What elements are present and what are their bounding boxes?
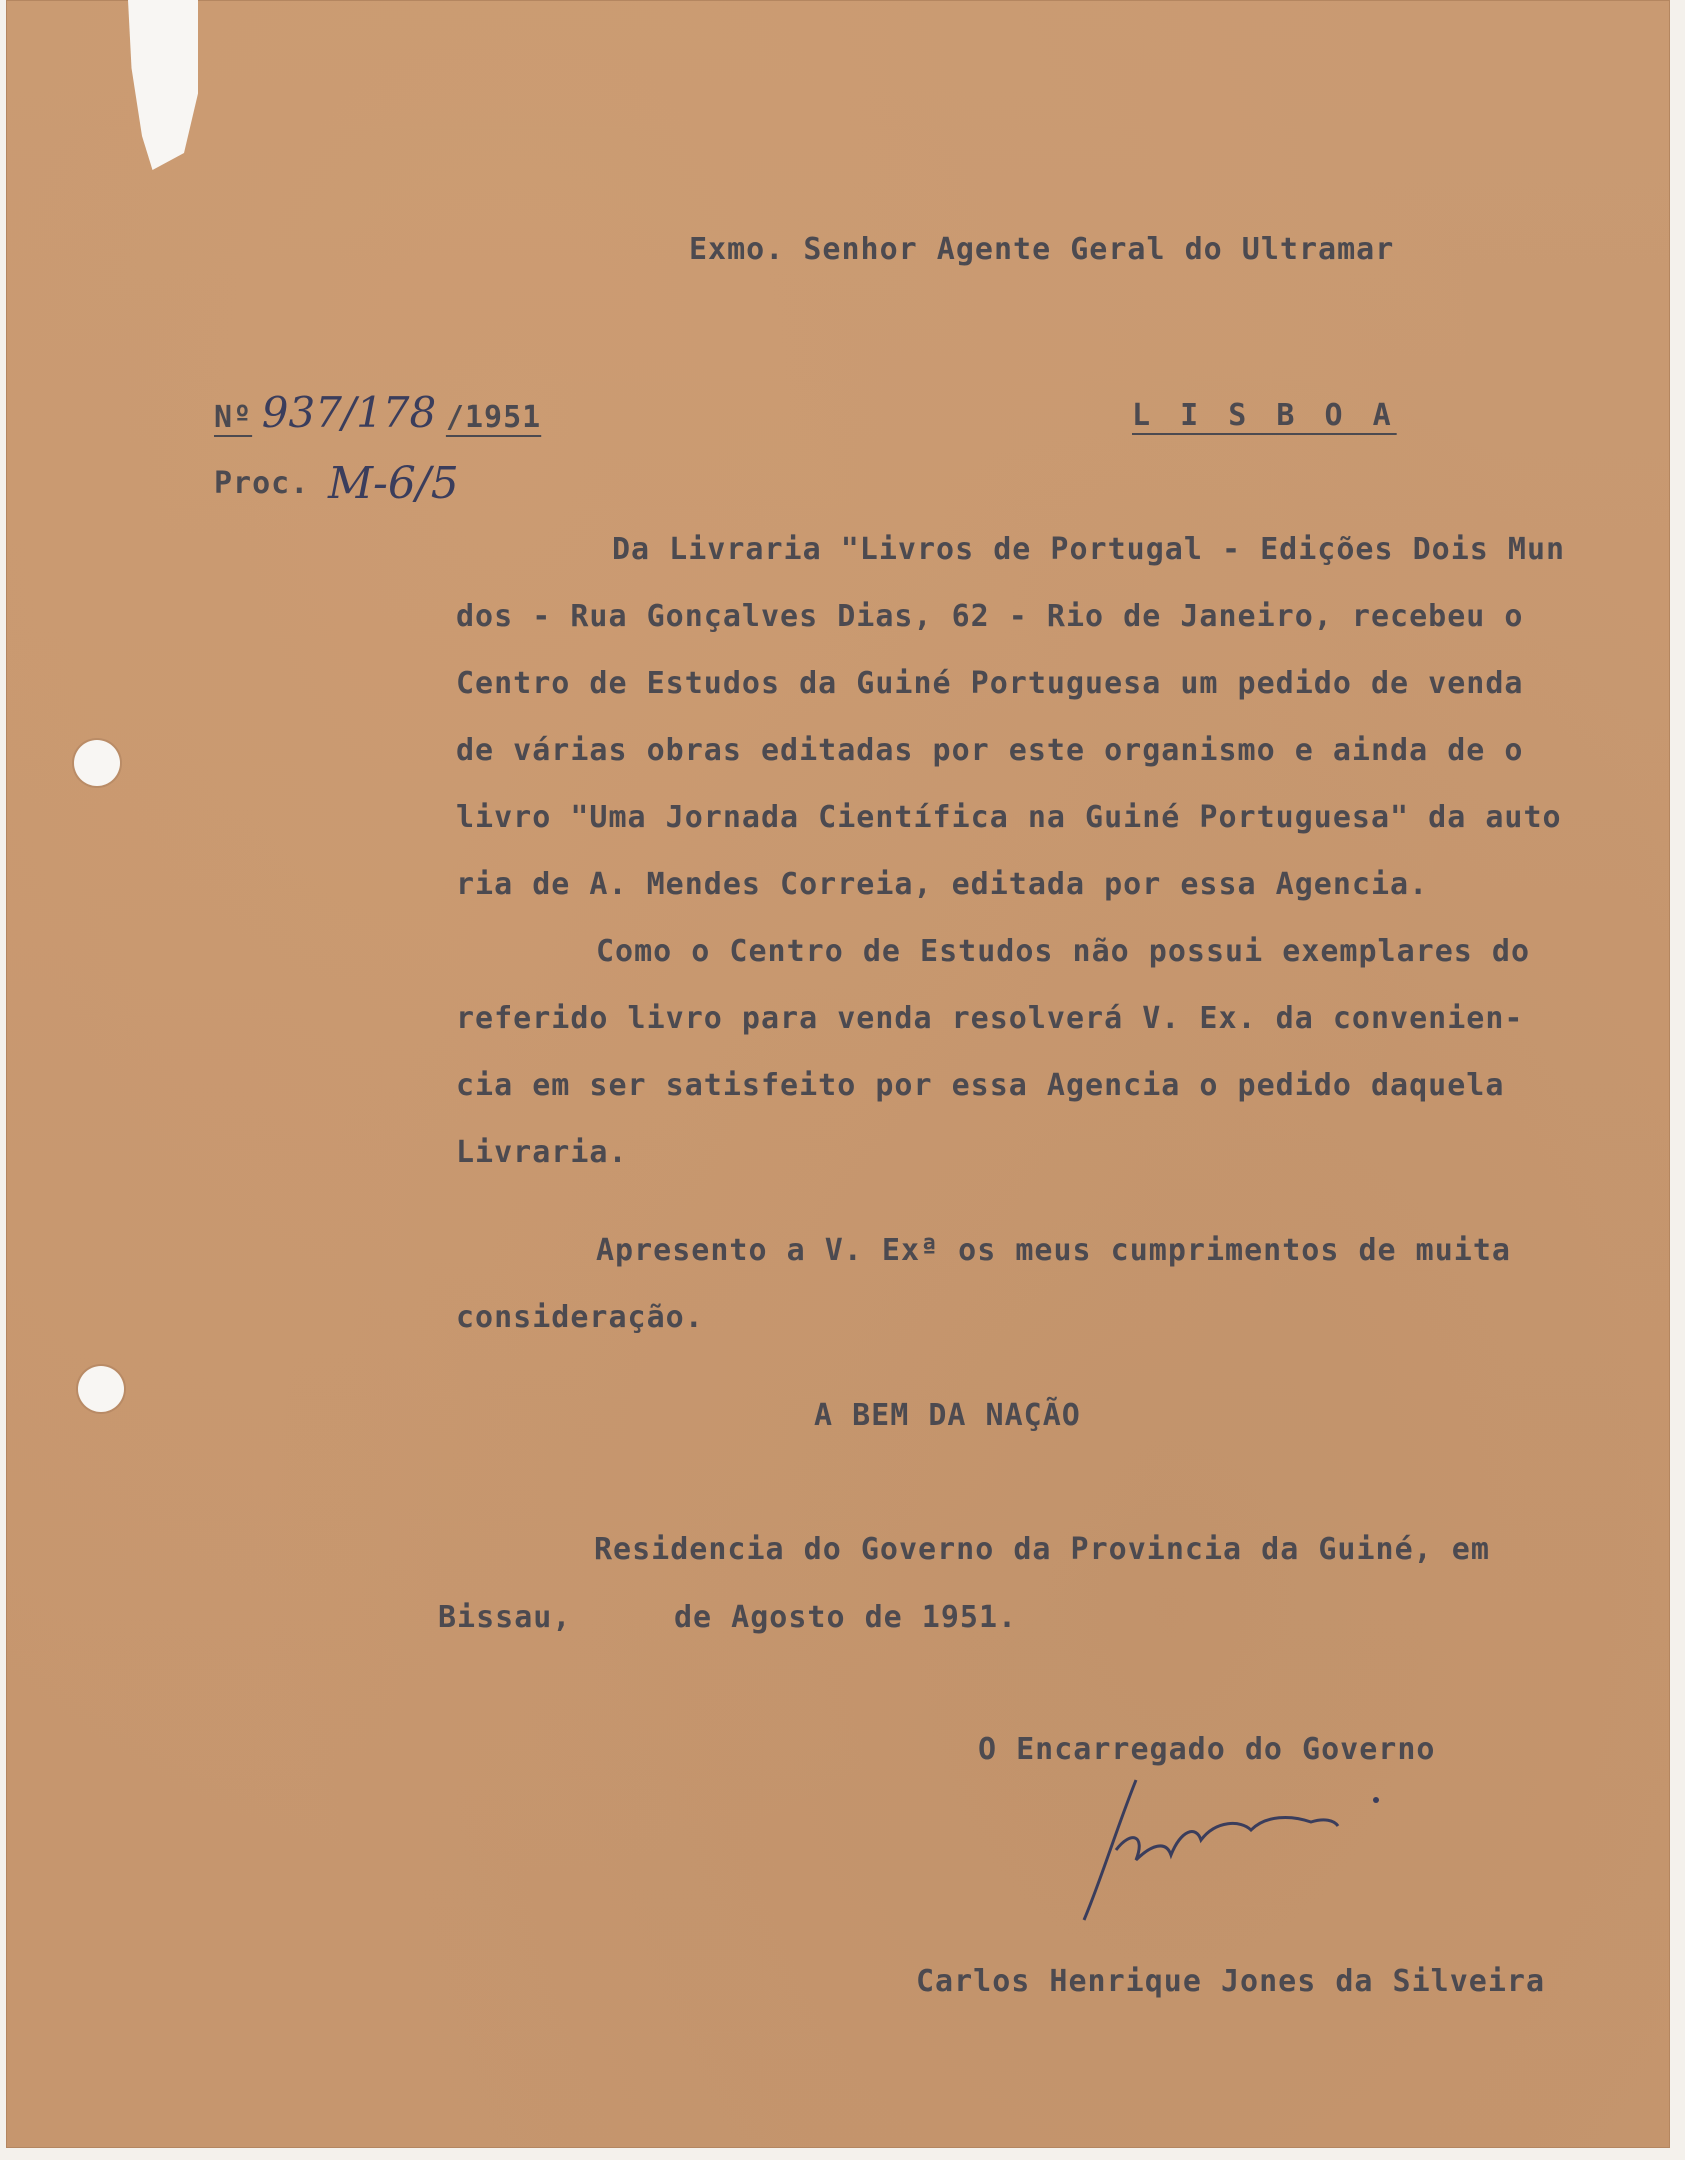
- addressee: Exmo. Senhor Agente Geral do Ultramar: [689, 232, 1395, 267]
- body-line: Apresento a V. Exª os meus cumprimentos de muita: [596, 1233, 1511, 1268]
- place-date: de Agosto de 1951.: [674, 1600, 1018, 1635]
- proc-handwritten: M-6/5: [328, 458, 459, 509]
- body-line: livro "Uma Jornada Científica na Guiné Portuguesa" da auto: [456, 800, 1562, 835]
- torn-corner: [128, 0, 198, 170]
- body-line: ria de A. Mendes Correia, editada por essa Agencia.: [456, 867, 1429, 902]
- punch-hole-top: [74, 740, 120, 786]
- closing-motto: A BEM DA NAÇÃO: [814, 1398, 1081, 1433]
- city-heading: L I S B O A: [1132, 398, 1397, 433]
- number-handwritten: 937/178: [261, 388, 437, 437]
- body-line: cia em ser satisfeito por essa Agencia o pedido daquela: [456, 1068, 1505, 1103]
- body-line: referido livro para venda resolverá V. Ex. da convenien-: [456, 1001, 1524, 1036]
- body-line: Como o Centro de Estudos não possui exemplares do: [596, 934, 1531, 969]
- body-line: consideração.: [456, 1300, 704, 1335]
- body-line: Livraria.: [456, 1135, 628, 1170]
- handwritten-signature: [1076, 1760, 1436, 1930]
- signatory-title: O Encarregado do Governo: [978, 1732, 1436, 1767]
- place-line: Residencia do Governo da Provincia da Guiné, em: [594, 1532, 1490, 1567]
- body-line: Da Livraria "Livros de Portugal - Edições Dois Mun: [612, 532, 1566, 567]
- signatory-name: Carlos Henrique Jones da Silveira: [916, 1964, 1546, 1999]
- body-line: dos - Rua Gonçalves Dias, 62 - Rio de Janeiro, recebeu o: [456, 599, 1524, 634]
- number-prefix: Nº: [214, 400, 253, 435]
- punch-hole-bottom: [78, 1366, 124, 1412]
- number-year: /1951: [445, 400, 542, 435]
- document-page: [6, 0, 1670, 2148]
- proc-label: Proc.: [214, 466, 310, 501]
- body-line: Centro de Estudos da Guiné Portuguesa um pedido de venda: [456, 666, 1524, 701]
- body-line: de várias obras editadas por este organismo e ainda de o: [456, 733, 1524, 768]
- reference-number: [214, 388, 541, 437]
- place-city: Bissau,: [438, 1600, 572, 1635]
